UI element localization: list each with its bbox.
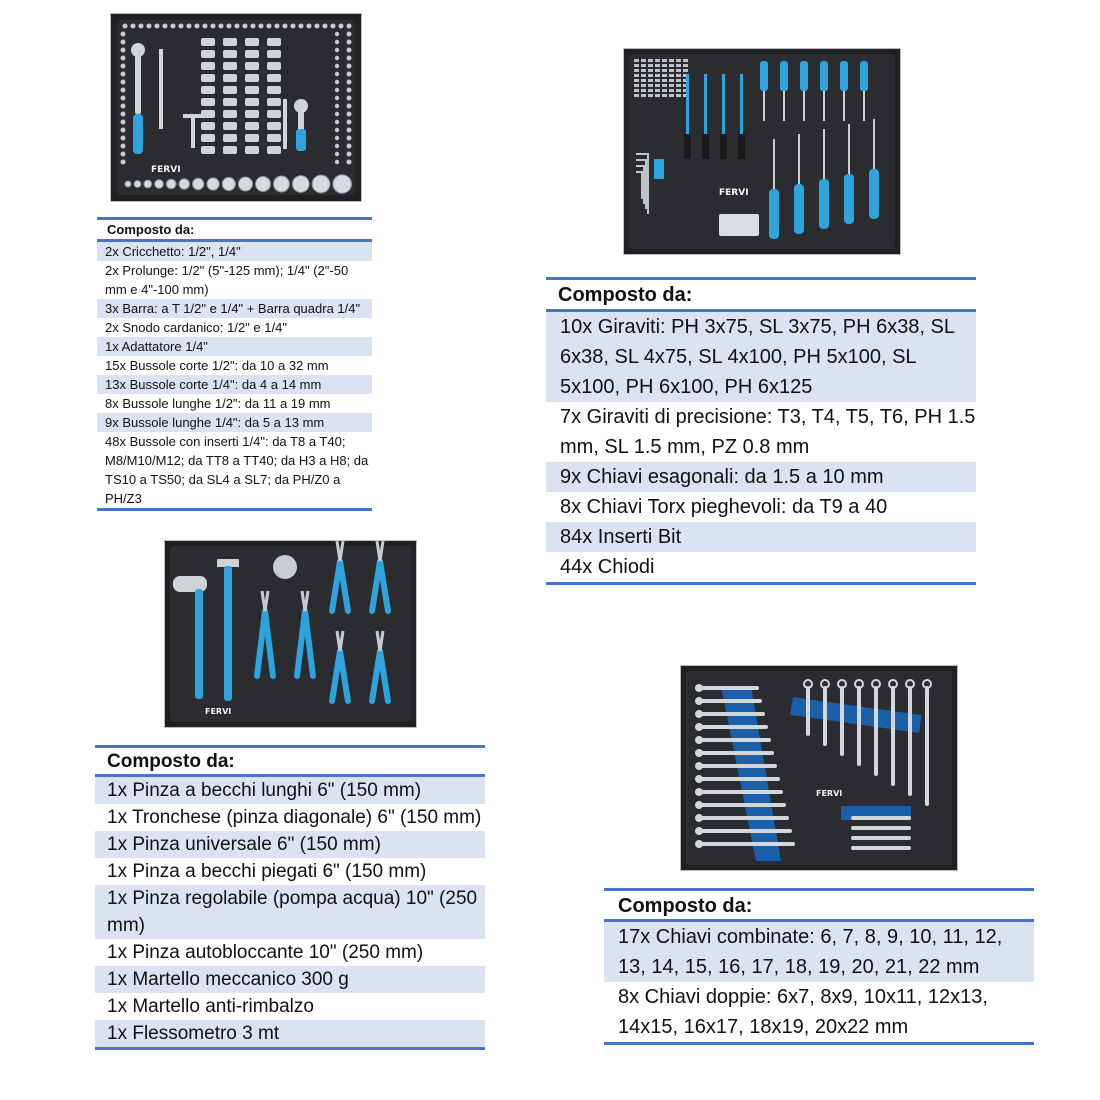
tray-sockets-image	[110, 13, 362, 202]
list-item: 10x Giraviti: PH 3x75, SL 3x75, PH 6x38, SL 6x38, SL 4x75, SL 4x100, PH 5x100, SL 5x100, PH 6x100, PH 6x125	[546, 312, 976, 402]
tray3-contents-list	[95, 745, 485, 1050]
tray4-contents-list	[604, 888, 1034, 1045]
list-item: 1x Tronchese (pinza diagonale) 6" (150 mm)	[107, 807, 482, 828]
tray-wrenches-image	[680, 665, 958, 871]
list-item: 1x Pinza a becchi piegati 6" (150 mm)	[107, 861, 427, 882]
list-item: 48x Bussole con inserti 1/4": da T8 a T40; M8/M10/M12; da TT8 a TT40; da H3 a H8; da TS10 a TS50; da SL4 a SL7; da PH/Z0 a PH/Z3	[97, 432, 372, 511]
list-item: 3x Barra: a T 1/2" e 1/4" + Barra quadra 1/4"	[97, 299, 372, 318]
list-item: 9x Bussole lunghe 1/4": da 5 a 13 mm	[97, 413, 372, 432]
list-item: 1x Pinza regolabile (pompa acqua) 10" (250 mm)	[95, 885, 485, 939]
list-heading: Composto da:	[546, 277, 976, 312]
list-item: 13x Bussole corte 1/4": da 4 a 14 mm	[97, 375, 372, 394]
list-item: 8x Chiavi Torx pieghevoli: da T9 a 40	[560, 496, 888, 518]
list-item: 9x Chiavi esagonali: da 1.5 a 10 mm	[546, 462, 976, 492]
list-item: 1x Pinza universale 6" (150 mm)	[95, 831, 485, 858]
tray2-logo: FERVI	[719, 188, 749, 198]
tray-screwdrivers-image	[623, 48, 901, 255]
tray1-contents-list	[97, 217, 372, 511]
list-item: 1x Martello meccanico 300 g	[95, 966, 485, 993]
list-item: 15x Bussole corte 1/2": da 10 a 32 mm	[105, 358, 329, 373]
tray3-logo: FERVI	[205, 707, 232, 716]
list-item: 2x Snodo cardanico: 1/2" e 1/4"	[105, 320, 287, 335]
tray4-logo: FERVI	[816, 789, 843, 798]
list-item: 44x Chiodi	[546, 552, 976, 585]
list-item: 8x Chiavi doppie: 6x7, 8x9, 10x11, 12x13, 14x15, 16x17, 18x19, 20x22 mm	[604, 982, 1034, 1045]
list-heading: Composto da:	[604, 888, 1034, 922]
list-item: 84x Inserti Bit	[546, 522, 976, 552]
tray-pliers-image	[164, 540, 417, 728]
list-item: 2x Cricchetto: 1/2", 1/4"	[97, 242, 372, 261]
list-heading: Composto da:	[97, 217, 372, 242]
list-item: 1x Martello anti-rimbalzo	[107, 996, 314, 1017]
tray1-logo: FERVI	[151, 165, 181, 175]
list-item: 17x Chiavi combinate: 6, 7, 8, 9, 10, 11, 12, 13, 14, 15, 16, 17, 18, 19, 20, 21, 22 mm	[604, 922, 1034, 982]
list-item: 2x Prolunge: 1/2" (5"-125 mm); 1/4" (2"-50 mm e 4"-100 mm)	[105, 263, 349, 297]
list-item: 8x Bussole lunghe 1/2": da 11 a 19 mm	[105, 396, 331, 411]
list-item: 1x Pinza autobloccante 10" (250 mm)	[107, 942, 424, 963]
list-item: 1x Adattatore 1/4"	[97, 337, 372, 356]
list-item: 1x Pinza a becchi lunghi 6" (150 mm)	[95, 777, 485, 804]
list-heading: Composto da:	[95, 745, 485, 777]
list-item: 7x Giraviti di precisione: T3, T4, T5, T6, PH 1.5 mm, SL 1.5 mm, PZ 0.8 mm	[560, 406, 976, 458]
tray2-contents-list	[546, 277, 976, 585]
list-item: 1x Flessometro 3 mt	[95, 1020, 485, 1050]
